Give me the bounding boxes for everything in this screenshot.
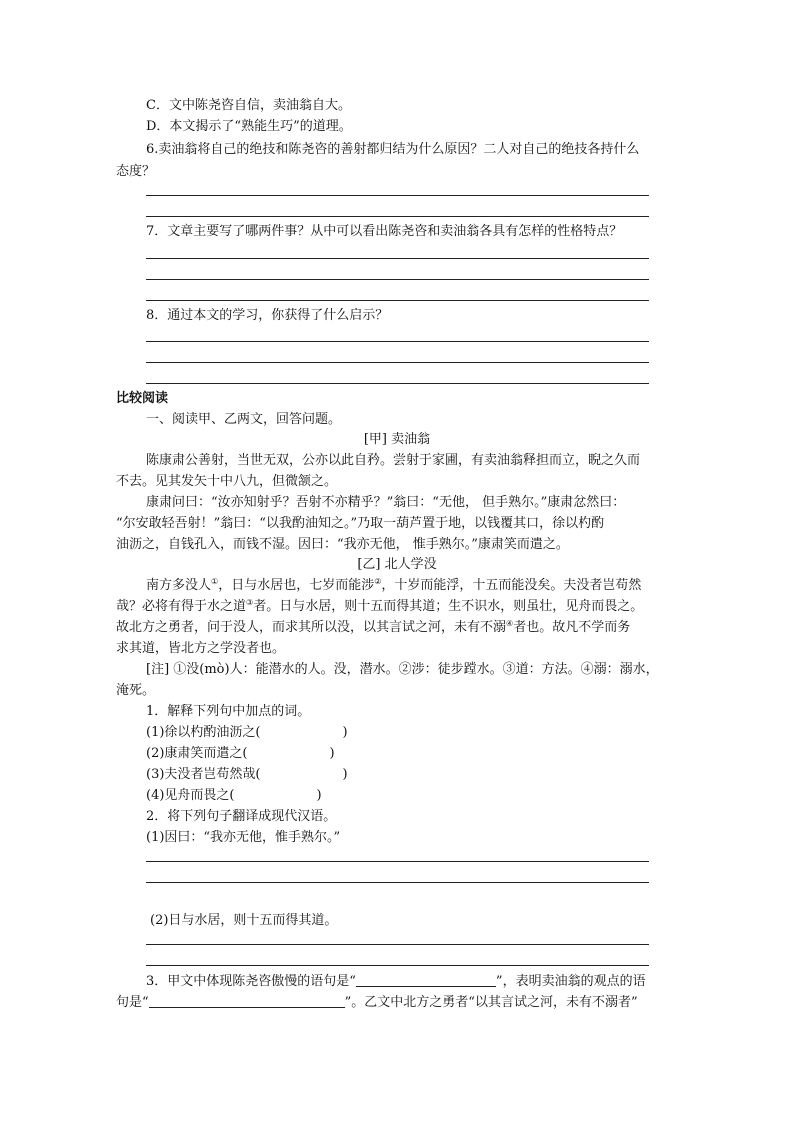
passage-yi-line: 求其道，皆北方之学没者也。 xyxy=(116,641,286,656)
answer-line[interactable] xyxy=(146,195,649,196)
answer-line[interactable] xyxy=(146,882,649,883)
instruction: 一、阅读甲、乙两文，回答问题。 xyxy=(146,412,342,427)
passage-jia-line: “尔安敢轻吾射！”翁曰：“以我酌油知之。”乃取一葫芦置于地，以钱覆其口，徐以杓酌 xyxy=(116,516,605,531)
question-1-item[interactable]: (4)见舟而畏之( ) xyxy=(146,788,322,803)
question-3-line2: 句是“ ”。乙文中北方之勇者“以其言试之河，未有不溺者” xyxy=(116,995,638,1010)
answer-line[interactable] xyxy=(146,965,649,966)
question-3-line1: 3．甲文中体现陈尧咨傲慢的语句是“ ”，表明卖油翁的观点的语 xyxy=(146,974,646,989)
answer-line[interactable] xyxy=(146,362,649,363)
note-line: 淹死。 xyxy=(116,683,156,698)
question-6-line2: 态度？ xyxy=(116,164,156,179)
passage-jia-line: 康肃问曰：“汝亦知射乎？吾射不亦精乎？”翁曰：“无他， 但手熟尔。”康肃忿然曰： xyxy=(146,495,626,510)
section-title: 比较阅读 xyxy=(116,391,169,406)
answer-line[interactable] xyxy=(146,300,649,301)
question-1-item[interactable]: (2)康肃笑而遣之( ) xyxy=(146,746,335,761)
question-2: 2．将下列句子翻译成现代汉语。 xyxy=(146,809,337,824)
passage-jia-line: 陈康肃公善射，当世无双，公亦以此自矜。尝射于家圃，有卖油翁释担而立，睨之久而 xyxy=(146,453,641,468)
answer-line[interactable] xyxy=(146,279,649,280)
answer-line[interactable] xyxy=(146,341,649,342)
passage-jia-title: [甲] 卖油翁 xyxy=(363,432,431,447)
question-8: 8．通过本文的学习，你获得了什么启示？ xyxy=(146,308,389,323)
passage-yi-title: [乙] 北人学没 xyxy=(357,557,437,572)
passage-yi-line: 南方多没人①，日与水居也，七岁而能涉②，十岁而能浮，十五而能没矣。夫没者岂苟然 xyxy=(146,577,642,593)
passage-yi-line: 故北方之勇者，问于没人，而求其所以没，以其言试之河，未有不溺④者也。故凡不学而务 xyxy=(116,619,631,635)
passage-jia-line: 油沥之，自钱孔入，而钱不湿。因曰：“我亦无他， 惟手熟尔。”康肃笑而遣之。 xyxy=(116,537,569,552)
answer-line[interactable] xyxy=(146,944,649,945)
answer-line[interactable] xyxy=(146,258,649,259)
passage-yi-line: 哉？必将有得于水之道③者。日与水居，则十五而得其道；生不识水，则虽壮，见舟而畏之。 xyxy=(116,598,644,614)
option-c: C．文中陈尧咨自信，卖油翁自大。 xyxy=(146,98,351,113)
answer-line[interactable] xyxy=(146,383,649,384)
fill-blank[interactable] xyxy=(149,995,345,1008)
answer-line[interactable] xyxy=(146,216,649,217)
fill-blank[interactable] xyxy=(356,974,496,987)
question-1: 1．解释下列句中加点的词。 xyxy=(146,704,311,719)
answer-line[interactable] xyxy=(146,861,649,862)
question-2-item: (1)因曰：“我亦无他，惟手熟尔。” xyxy=(146,830,341,845)
question-1-item[interactable]: (3)夫没者岂苟然哉( ) xyxy=(146,767,348,782)
passage-jia-line: 不去。见其发矢十中八九，但微颔之。 xyxy=(116,474,338,489)
question-6-line1: 6.卖油翁将自己的绝技和陈尧咨的善射都归结为什么原因？二人对自己的绝技各持什么 xyxy=(146,142,640,157)
question-2-item: (2)日与水居，则十五而得其道。 xyxy=(150,913,338,928)
question-7: 7．文章主要写了哪两件事？从中可以看出陈尧咨和卖油翁各具有怎样的性格特点？ xyxy=(146,224,623,239)
note-line: [注] ①没(mò)人：能潜水的人。没，潜水。②涉：徒步蹚水。③道：方法。④溺：溺水， xyxy=(146,662,659,677)
question-1-item[interactable]: (1)徐以杓酌油沥之( ) xyxy=(146,725,348,740)
option-d: D．本文揭示了“熟能生巧”的道理。 xyxy=(146,119,352,134)
